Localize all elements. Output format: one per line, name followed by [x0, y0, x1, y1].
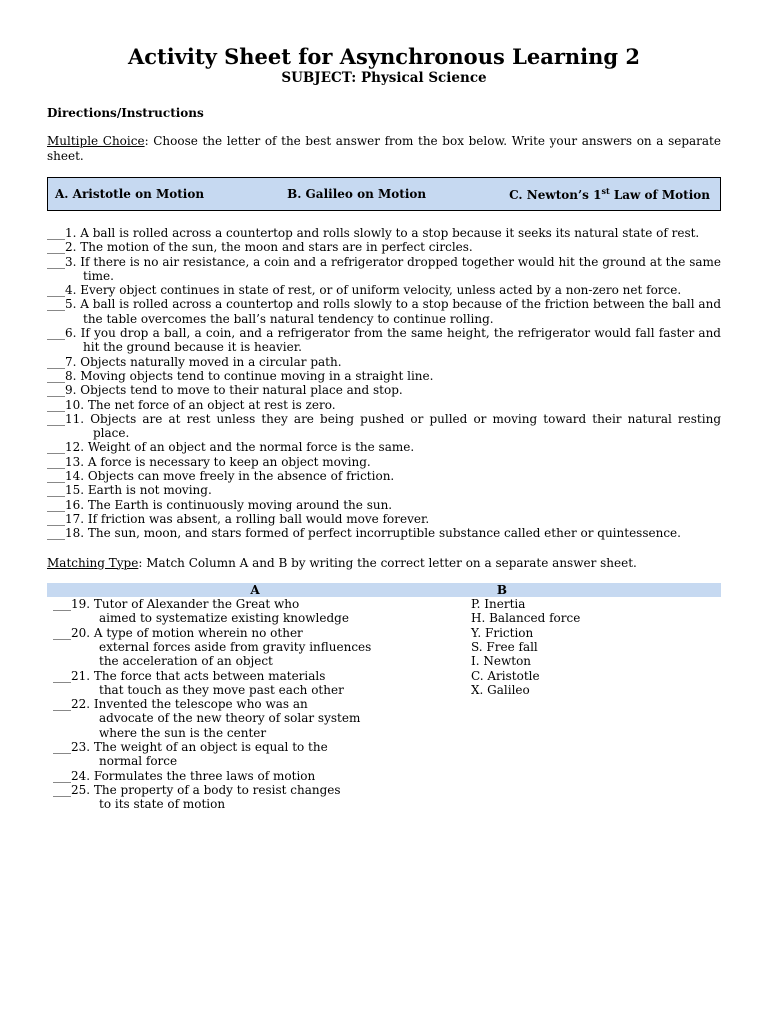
column-b-header: B	[496, 583, 508, 598]
matching-question	[53, 669, 467, 698]
matching-header-row	[47, 583, 721, 597]
matching-answer-option: Y. Friction	[471, 625, 534, 640]
question-item: ___4. Every object continues in state of rest, or of uniform velocity, unless acted by a non-zero net force.	[47, 283, 682, 298]
matching-question-line: where the sun is the center	[99, 725, 267, 740]
question-item: ___12. Weight of an object and the normal force is the same.	[47, 440, 415, 455]
matching-answer-option: I. Newton	[471, 654, 532, 669]
question-item: ___1. A ball is rolled across a countertop and rolls slowly to a stop because it seeks its natural state of rest.	[47, 226, 700, 240]
page-title: Activity Sheet for Asynchronous Learning 2	[127, 44, 641, 69]
question-item: ___8. Moving objects tend to continue moving in a straight line.	[47, 368, 434, 383]
matching-question-line: aimed to systematize existing knowledge	[99, 611, 349, 626]
matching-question	[53, 626, 467, 669]
matching-question-line: the acceleration of an object	[99, 654, 273, 669]
directions-heading: Directions/Instructions	[47, 106, 204, 120]
matching-question	[53, 697, 467, 740]
choice-c-superscript: st	[601, 186, 610, 196]
matching-answer-option: S. Free fall	[471, 639, 538, 654]
question-item: ___10. The net force of an object at rest is zero.	[47, 397, 336, 412]
question-item: ___2. The motion of the sun, the moon and stars are in perfect circles.	[47, 240, 473, 255]
question-item: ___9. Objects tend to move to their natural place and stop.	[47, 383, 403, 398]
matching-question	[53, 597, 467, 626]
matching-question-line: ___23. The weight of an object is equal to the	[53, 740, 328, 754]
question-item: ___5. A ball is rolled across a countertop and rolls slowly to a stop because of the friction between the ball and the table overcomes the ball’s natural tendency to continue rolling.	[47, 297, 721, 326]
question-item: ___18. The sun, moon, and stars formed of perfect incorruptible substance called ether or quintessence.	[47, 526, 681, 541]
question-item: ___14. Objects can move freely in the absence of friction.	[47, 469, 395, 484]
matching-question-line: ___25. The property of a body to resist changes	[53, 782, 341, 797]
choice-c-text: C. Newton’s 1	[509, 188, 602, 202]
matching-question-line: ___22. Invented the telescope who was an	[53, 697, 308, 712]
question-item: ___16. The Earth is continuously moving around the sun.	[47, 497, 393, 512]
column-a-header: A	[250, 583, 260, 598]
matching-question-line: external forces aside from gravity influences	[99, 639, 372, 654]
matching-instruction	[47, 556, 721, 571]
question-item: ___7. Objects naturally moved in a circular path.	[47, 354, 342, 369]
column-b	[467, 597, 580, 811]
question-item: ___3. If there is no air resistance, a coin and a refrigerator dropped together would hit the ground at the same time.	[47, 254, 721, 283]
matching-question-line: that touch as they move past each other	[99, 682, 344, 697]
matching-answer-option: X. Galileo	[471, 682, 530, 697]
matching-label: Matching Type	[47, 555, 139, 570]
question-item: ___15. Earth is not moving.	[47, 483, 212, 498]
question-item: ___17. If friction was absent, a rolling ball would move forever.	[47, 511, 430, 526]
multiple-choice-instruction	[47, 134, 721, 163]
matching-question-line: ___24. Formulates the three laws of motion	[53, 768, 316, 783]
question-item: ___6. If you drop a ball, a coin, and a refrigerator from the same height, the refrigerator would fall faster and hit the ground because it is heavier.	[47, 326, 721, 355]
matching-answer-option: C. Aristotle	[471, 668, 540, 683]
matching-question-line: normal force	[99, 754, 178, 769]
matching-question	[53, 769, 467, 783]
matching-body	[47, 597, 721, 811]
choice-c	[509, 186, 710, 202]
subject-line: SUBJECT: Physical Science	[281, 70, 487, 86]
multiple-choice-items	[47, 226, 721, 541]
matching-question-line: ___21. The force that acts between materials	[53, 668, 326, 683]
question-item: ___13. A force is necessary to keep an object moving.	[47, 454, 371, 469]
matching-question-line: to its state of motion	[99, 797, 226, 812]
column-a	[47, 597, 467, 811]
multiple-choice-instruction-text: : Choose the letter of the best answer from the box below. Write your answers on a separate sheet.	[47, 134, 721, 163]
matching-question	[53, 783, 467, 812]
choice-a: A. Aristotle on Motion	[55, 187, 205, 201]
matching-question-line: ___19. Tutor of Alexander the Great who	[53, 597, 300, 612]
matching-answer-option: P. Inertia	[471, 597, 526, 612]
matching-instruction-text: : Match Column A and B by writing the correct letter on a separate answer sheet.	[138, 555, 637, 570]
multiple-choice-label: Multiple Choice	[47, 134, 145, 148]
matching-question	[53, 740, 467, 769]
matching-question-line: ___20. A type of motion wherein no other	[53, 625, 303, 640]
answer-choices-box	[47, 177, 721, 211]
question-item: ___11. Objects are at rest unless they are being pushed or pulled or moving toward their natural resting place.	[47, 411, 721, 441]
matching-question-line: advocate of the new theory of solar system	[99, 711, 361, 726]
choice-b: B. Galileo on Motion	[287, 187, 427, 201]
choice-c-text-end: Law of Motion	[609, 188, 710, 202]
matching-answer-option: H. Balanced force	[471, 611, 581, 626]
